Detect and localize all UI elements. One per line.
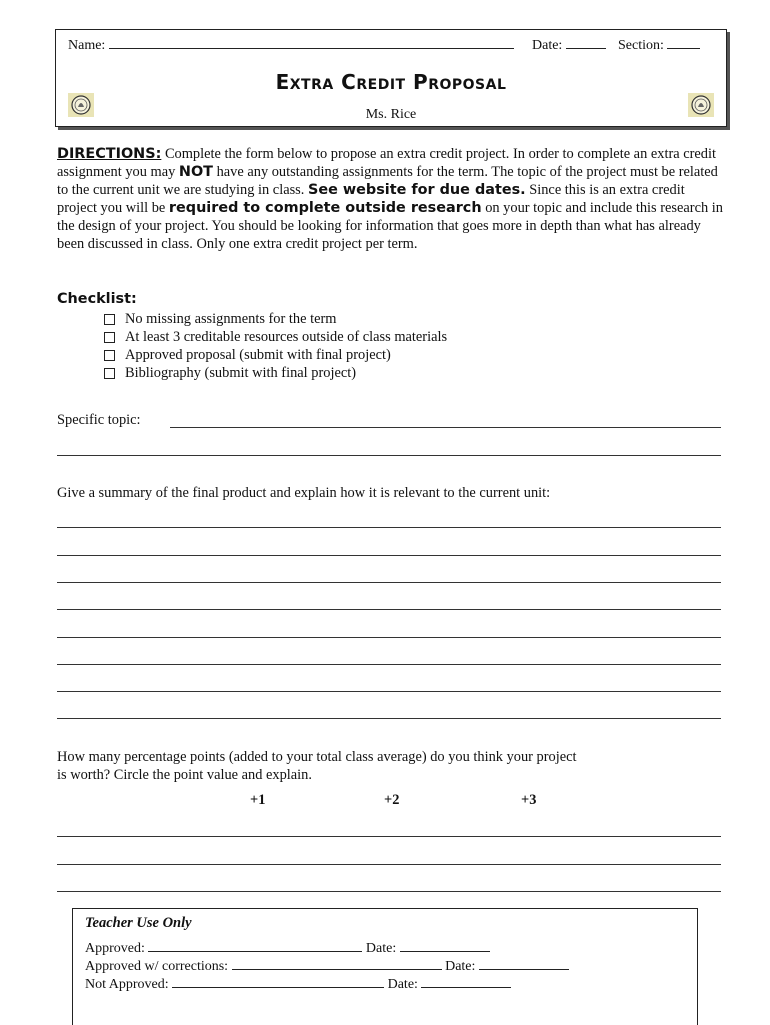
checklist-item[interactable] <box>104 364 447 382</box>
points-question: How many percentage points (added to your total class average) do you think your project <box>57 749 577 765</box>
directions-website: See website for due dates. <box>307 182 526 199</box>
document-title: Extra Credit Proposal <box>275 70 507 94</box>
points-question: is worth? Circle the point value and explain. <box>57 767 312 783</box>
date-blank[interactable] <box>400 939 490 952</box>
approved-label: Approved: <box>85 941 145 956</box>
date-field[interactable] <box>532 36 606 54</box>
school-seal-icon <box>68 93 94 117</box>
approved-corrections-label: Approved w/ corrections: <box>85 959 229 974</box>
summary-label: Give a summary of the final product and explain how it is relevant to the current unit: <box>57 485 551 501</box>
not-approved-label: Not Approved: <box>85 977 169 992</box>
name-label: Name: <box>68 38 106 53</box>
not-approved-blank[interactable] <box>172 975 384 988</box>
directions-research: required to complete outside research <box>168 200 482 217</box>
directions-text: Complete the form below to propose an extra credit project. In order to complete an extra credit assignment you may <box>57 146 716 181</box>
topic-label: Specific topic: <box>57 412 141 428</box>
points-option-2[interactable]: +2 <box>384 792 400 808</box>
teacher-name: Ms. Rice <box>365 107 417 122</box>
checkbox[interactable] <box>104 350 115 361</box>
date-label: Date: <box>387 977 418 992</box>
topic-line[interactable] <box>170 427 721 428</box>
checkbox[interactable] <box>104 314 115 325</box>
explain-line[interactable] <box>57 864 721 865</box>
checkbox[interactable] <box>104 332 115 343</box>
checklist <box>104 310 447 382</box>
summary-line[interactable] <box>57 637 721 638</box>
checklist-item-label: No missing assignments for the term <box>125 311 337 327</box>
directions-lead: DIRECTIONS: <box>57 146 162 162</box>
summary-line[interactable] <box>57 527 721 528</box>
summary-line[interactable] <box>57 664 721 665</box>
date-blank[interactable] <box>421 975 511 988</box>
section-label: Section: <box>618 38 664 53</box>
date-blank[interactable] <box>566 36 606 49</box>
approved-blank[interactable] <box>148 939 362 952</box>
checklist-item-label: At least 3 creditable resources outside of class materials <box>125 329 448 345</box>
directions-paragraph <box>57 145 725 254</box>
summary-line[interactable] <box>57 718 721 719</box>
date-blank[interactable] <box>479 957 569 970</box>
checklist-title: Checklist: <box>57 291 137 307</box>
approved-corrections-blank[interactable] <box>232 957 442 970</box>
section-field[interactable] <box>618 36 700 54</box>
date-label: Date: <box>532 38 563 53</box>
explain-line[interactable] <box>57 891 721 892</box>
school-seal-icon <box>688 93 714 117</box>
teacher-use-title: Teacher Use Only <box>85 915 192 931</box>
name-blank[interactable] <box>109 36 514 49</box>
topic-line[interactable] <box>57 455 721 456</box>
directions-text: on your topic and include this research in the design of your project. You should be looking for information that goes more in depth than what has already been discussed in class. Only one extra credit project per term. <box>57 200 723 253</box>
points-option-3[interactable]: +3 <box>521 792 537 808</box>
name-field[interactable] <box>68 36 514 54</box>
not-approved-row[interactable] <box>85 975 511 993</box>
header-box <box>55 29 727 127</box>
checklist-item[interactable] <box>104 328 447 346</box>
approved-row[interactable] <box>85 939 490 957</box>
explain-line[interactable] <box>57 836 721 837</box>
checklist-item[interactable] <box>104 310 447 328</box>
summary-line[interactable] <box>57 609 721 610</box>
directions-not: NOT <box>178 164 213 181</box>
points-option-1[interactable]: +1 <box>250 792 266 808</box>
summary-line[interactable] <box>57 582 721 583</box>
teacher-use-box <box>72 908 698 1025</box>
summary-line[interactable] <box>57 555 721 556</box>
checklist-item-label: Bibliography (submit with final project) <box>125 365 357 381</box>
directions-text: Since this is an extra credit project you will be <box>57 182 685 217</box>
date-label: Date: <box>365 941 397 956</box>
checklist-item[interactable] <box>104 346 447 364</box>
summary-line[interactable] <box>57 691 721 692</box>
section-blank[interactable] <box>667 36 700 49</box>
checkbox[interactable] <box>104 368 115 379</box>
checklist-item-label: Approved proposal (submit with final project) <box>125 347 391 363</box>
date-label: Date: <box>445 959 476 974</box>
approved-corrections-row[interactable] <box>85 957 569 975</box>
directions-text: have any outstanding assignments for the term. The topic of the project must be related to the current unit we are studying in class. <box>57 164 718 199</box>
